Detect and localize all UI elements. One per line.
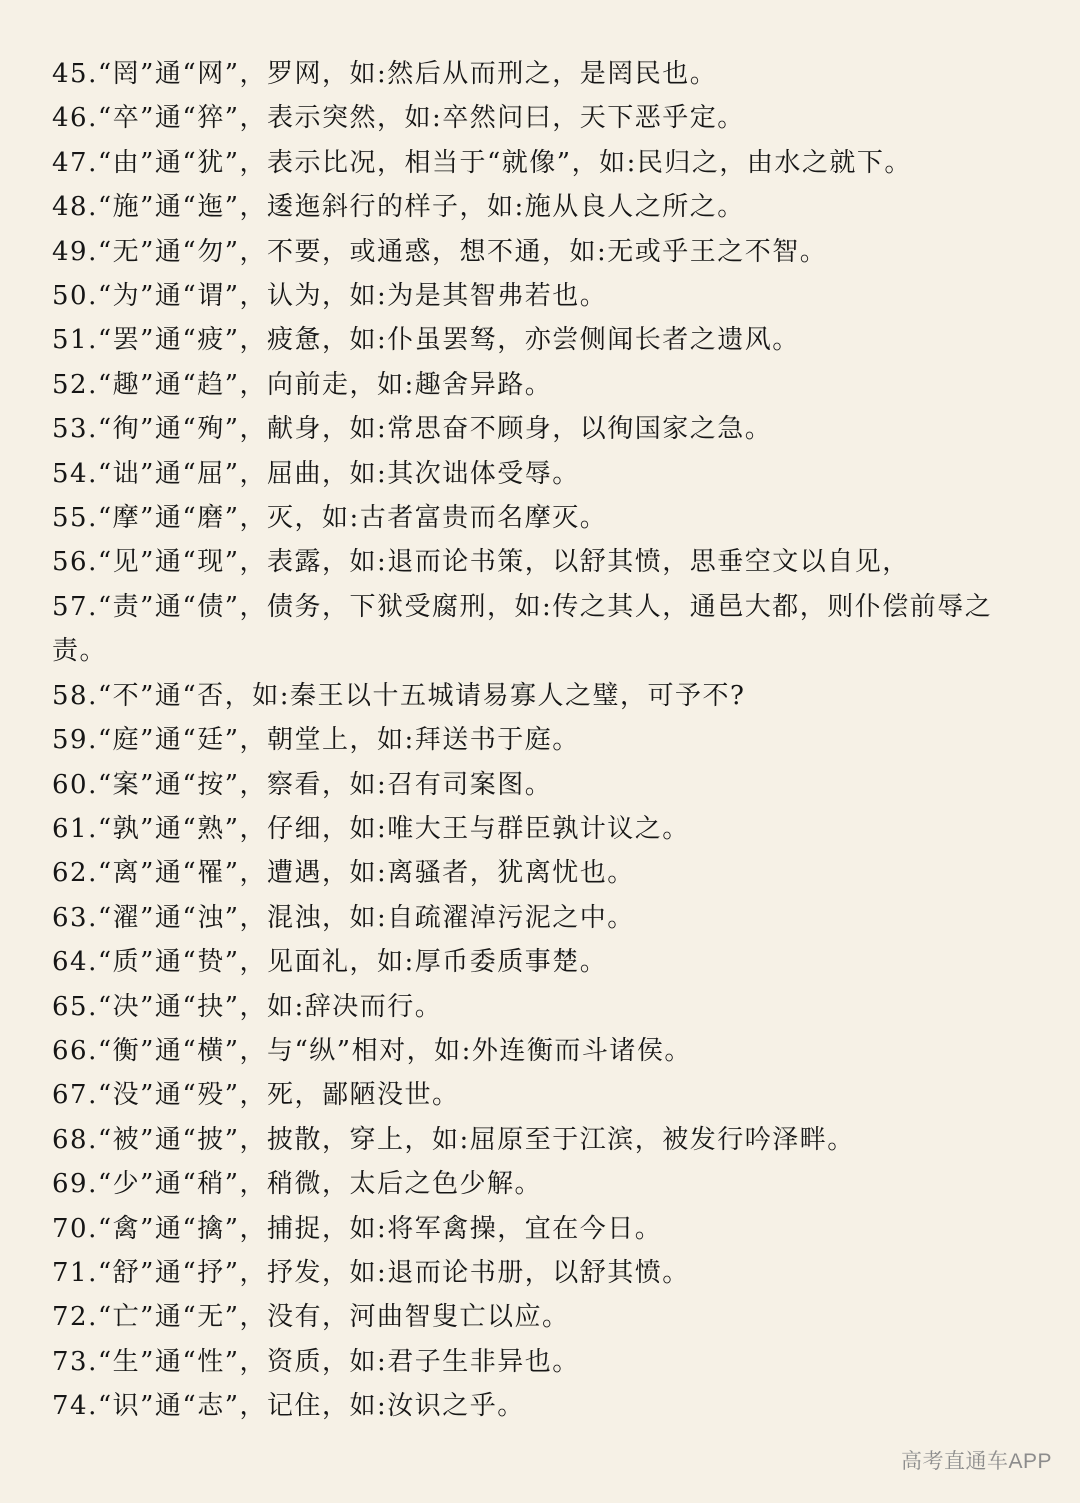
entry-59: 59.“庭”通“廷”，朝堂上，如:拜送书于庭。: [52, 725, 580, 756]
entry-58: 58.“不”通“否，如:秦王以十五城请易寡人之璧，可予不?: [52, 680, 746, 711]
entry-67: 67.“没”通“殁”，死，鄙陋没世。: [52, 1080, 460, 1111]
entry-72: 72.“亡”通“无”，没有，河曲智叟亡以应。: [52, 1302, 570, 1333]
entry-68: 68.“被”通“披”，披散，穿上，如:屈原至于江滨，被发行吟泽畔。: [52, 1124, 855, 1155]
entry-49: 49.“无”通“勿”，不要，或通惑，想不通，如:无或乎王之不智。: [52, 236, 828, 267]
entry-64: 64.“质”通“贽”，见面礼，如:厚币委质事楚。: [52, 947, 608, 978]
entry-63: 63.“濯”通“浊”，混浊，如:自疏濯淖污泥之中。: [52, 902, 635, 933]
entry-65: 65.“决”通“抉”，如:辞决而行。: [52, 991, 443, 1022]
entry-53: 53.“徇”通“殉”，献身，如:常思奋不顾身，以徇国家之急。: [52, 414, 773, 445]
entry-66: 66.“衡”通“横”，与“纵”相对，如:外连衡而斗诸侯。: [52, 1035, 692, 1066]
entry-54: 54.“诎”通“屈”，屈曲，如:其次诎体受辱。: [52, 458, 580, 489]
entry-45: 45.“罔”通“网”，罗网，如:然后从而刑之，是罔民也。: [52, 59, 718, 89]
entry-50: 50.“为”通“谓”，认为，如:为是其智弗若也。: [52, 281, 608, 312]
entry-47: 47.“由”通“犹”，表示比况，相当于“就像”，如:民归之，由水之就下。: [52, 147, 912, 178]
entry-74: 74.“识”通“志”，记住，如:汝识之乎。: [52, 1391, 525, 1422]
entry-62: 62.“离”通“罹”，遭遇，如:离骚者，犹离忧也。: [52, 858, 635, 889]
note-sheet: [52, 52, 1042, 1429]
entry-56: 56.“见”通“现”，表露，如:退而论书策，以舒其愤，思垂空文以自见，: [52, 547, 910, 578]
entry-71: 71.“舒”通“抒”，抒发，如:退而论书册，以舒其愤。: [52, 1257, 690, 1288]
entry-48: 48.“施”通“迤”，逶迤斜行的样子，如:施从良人之所之。: [52, 192, 745, 223]
entry-69: 69.“少”通“稍”，稍微，太后之色少解。: [52, 1169, 543, 1200]
entry-60: 60.“案”通“按”，察看，如:召有司案图。: [52, 769, 553, 800]
entry-73: 73.“生”通“性”，资质，如:君子生非异也。: [52, 1346, 580, 1377]
entry-52: 52.“趣”通“趋”，向前走，如:趣舍异路。: [52, 369, 553, 400]
entry-70: 70.“禽”通“擒”，捕捉，如:将军禽操，宜在今日。: [52, 1213, 663, 1244]
entry-55: 55.“摩”通“磨”，灭，如:古者富贵而名摩灭。: [52, 503, 608, 534]
entry-57: 57.“责”通“债”，债务，下狱受腐刑，如:传之其人，通邑大都，则仆偿前辱之责。: [52, 591, 993, 667]
app-watermark: 高考直通车APP: [900, 1450, 1052, 1473]
entry-46: 46.“卒”通“猝”，表示突然，如:卒然问曰，天下恶乎定。: [52, 103, 745, 134]
entry-51: 51.“罢”通“疲”，疲惫，如:仆虽罢驽，亦尝侧闻长者之遗风。: [52, 325, 800, 356]
entry-61: 61.“孰”通“熟”，仔细，如:唯大王与群臣孰计议之。: [52, 813, 690, 844]
